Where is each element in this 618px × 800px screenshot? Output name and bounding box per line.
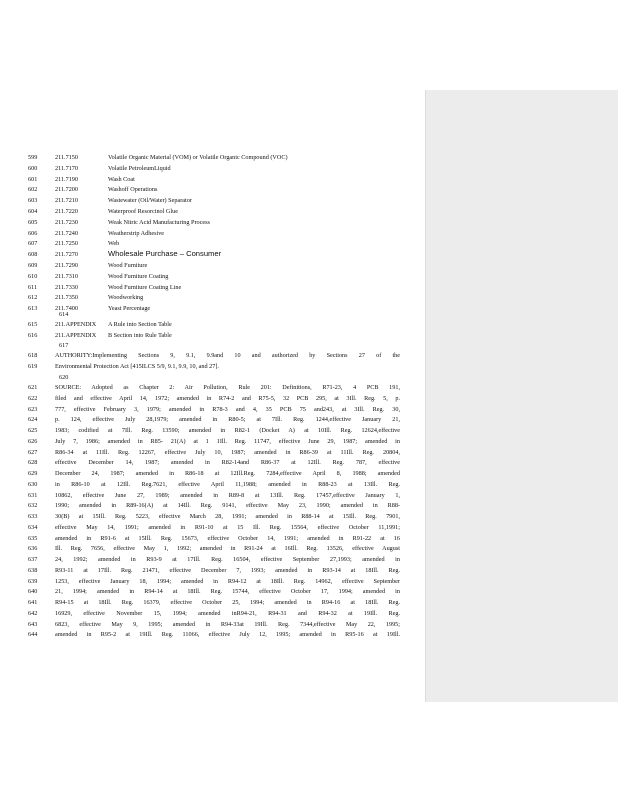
line-number: 607	[28, 240, 38, 248]
page-marker-number: 620	[59, 374, 69, 381]
source-line	[0, 480, 425, 489]
source-text: R93-11 at 17Ill. Reg. 21471, effective December 7, 1993; amended in R93-14 at 18Ill. Reg.	[55, 566, 400, 574]
line-number: 631	[28, 491, 38, 499]
page-marker	[0, 341, 425, 350]
source-line	[0, 458, 425, 467]
line-number: 616	[28, 332, 38, 340]
appendix-label: 211.APPENDIX	[55, 332, 97, 340]
definition-row	[0, 272, 425, 281]
source-text: 16929, effective November 15, 1994; amended inR94-21, R94-31 and R94-32 at 19Ill. Reg.	[55, 609, 400, 617]
line-number: 632	[28, 502, 38, 510]
source-text: 10862, effective June 27, 1989; amended in R89-8 at 13Ill. Reg. 17457,effective January 1,	[55, 491, 400, 499]
definition-row	[0, 218, 425, 227]
section-number: 211.7350	[55, 294, 78, 302]
comment-pane[interactable]	[425, 90, 618, 702]
source-line	[0, 587, 425, 596]
source-line	[0, 620, 425, 629]
source-text: 1983; codified at 7Ill. Reg. 13590; amended in R82-1 (Docket A) at 10Ill. Reg. 12624,effective	[55, 427, 400, 434]
source-text: 1990; amended in R89-16(A) at 14Ill. Reg. 9141, effective May 23, 1990; amended in R88-	[55, 502, 400, 510]
source-line	[0, 437, 425, 446]
source-text: July 7, 1986; amended in R85- 21(A) at 1 1Ill. Reg. 11747, effective June 29, 1987; amended in	[55, 437, 400, 445]
source-line	[0, 544, 425, 553]
section-number: 211.7330	[55, 283, 78, 291]
source-line	[0, 469, 425, 478]
defined-term: Woodworking	[108, 294, 144, 302]
line-number: 600	[28, 164, 38, 172]
section-number: 211.7230	[55, 218, 78, 226]
line-number: 634	[28, 523, 38, 531]
line-number: 641	[28, 599, 38, 606]
defined-term: Weatherstrip Adhesive	[108, 229, 165, 237]
source-text: December 24, 1987; amended in R86-18 at 12Ill.Reg. 7284,effective April 8, 1988; amended	[55, 470, 400, 477]
line-number: 626	[28, 437, 38, 445]
authority-line	[0, 351, 425, 360]
line-number: 608	[28, 251, 38, 259]
line-number: 637	[28, 556, 38, 563]
line-number: 618	[28, 352, 38, 359]
defined-term: Wholesale Purchase – Consumer	[108, 249, 222, 259]
source-text: in R86-10 at 12Ill. Reg.7621, effective April 11,1988; amended in R88-23 at 13Ill. Reg.	[55, 480, 400, 488]
line-number: 615	[28, 321, 38, 328]
section-number: 211.7150	[55, 154, 78, 161]
line-number: 619	[28, 363, 38, 370]
section-number: 211.7210	[55, 197, 78, 205]
defined-term: Wood Furniture Coating	[108, 272, 169, 280]
appendix-title: A Rule into Section Table	[108, 321, 172, 328]
page-marker	[0, 373, 425, 382]
authority-text: AUTHORITY:Implementing Sections 9, 9.1, 9.9and 10 and authorized by Sections 27 of the	[55, 352, 400, 359]
section-number: 211.7170	[55, 164, 78, 172]
line-number: 601	[28, 175, 38, 183]
line-number: 605	[28, 218, 38, 226]
source-line	[0, 534, 425, 543]
source-text: 6823, effective May 9, 1995; amended in R94-33at 19Ill. Reg. 7344,effective May 22, 1995;	[55, 620, 400, 628]
line-number: 638	[28, 566, 38, 574]
section-number: 211.7190	[55, 175, 78, 183]
source-line	[0, 512, 425, 521]
line-number: 639	[28, 577, 38, 585]
source-text: filed and effective April 14, 1972; amended in R74-2 and R75-5, 32 PCB 295, at 3Ill. Reg. 5, p.	[55, 394, 400, 402]
source-line	[0, 577, 425, 586]
source-line	[0, 448, 425, 457]
line-number: 633	[28, 513, 38, 520]
authority-text: Environmental Protection Act [415ILCS 5/9, 9.1, 9.9, 10, and 27].	[55, 363, 219, 370]
source-line	[0, 405, 425, 414]
line-number: 612	[28, 294, 38, 302]
line-number: 611	[28, 283, 38, 291]
source-text: R94-15 at 18Ill. Reg. 16379, effective October 25, 1994; amended in R94-16 at 18Ill. Reg.	[55, 599, 400, 606]
section-number: 211.7400	[55, 305, 78, 313]
definition-row	[0, 196, 425, 205]
source-text: 1253, effective January 18, 1994; amended in R94-12 at 18Ill. Reg. 14962, effective September	[55, 577, 400, 585]
line-number: 622	[28, 394, 38, 402]
definition-row	[0, 239, 425, 248]
source-text: SOURCE: Adopted as Chapter 2: Air Pollution, Rule 201: Definitions, R71-23, 4 PCB 191,	[55, 384, 400, 391]
source-text: amended in R95-2 at 19Ill. Reg. 11066, effective July 12, 1995; amended in R95-16 at 19Ill.	[55, 631, 400, 639]
source-line	[0, 394, 425, 403]
source-line	[0, 630, 425, 639]
line-number: 621	[28, 384, 38, 391]
definition-row	[0, 250, 425, 259]
defined-term: Yeast Percentage	[108, 305, 151, 313]
line-number: 630	[28, 480, 38, 488]
defined-term: Volatile PetroleumLiquid	[108, 164, 171, 172]
definition-row	[0, 261, 425, 270]
defined-term: Waterproof Resorcinol Glue	[108, 208, 178, 215]
source-text: effective May 14, 1991; amended in R91-10 at 15 Ill. Reg. 15564, effective October 11,1991;	[55, 523, 400, 531]
definition-row	[0, 164, 425, 173]
line-number: 599	[28, 154, 38, 161]
definition-row	[0, 229, 425, 238]
source-line	[0, 566, 425, 575]
authority-line	[0, 362, 425, 371]
defined-term: Wash Coat	[108, 175, 135, 183]
line-number: 603	[28, 197, 38, 205]
defined-term: Volatile Organic Material (VOM) or Volatile Organic Compound (VOC)	[108, 154, 288, 161]
line-number: 606	[28, 229, 38, 237]
line-number: 642	[28, 609, 38, 617]
appendix-row	[0, 331, 425, 340]
line-number: 609	[28, 262, 38, 269]
comment-pane-border	[425, 90, 426, 702]
page-marker	[0, 310, 425, 319]
line-number: 643	[28, 620, 38, 628]
line-number: 625	[28, 427, 38, 434]
line-number: 602	[28, 186, 38, 194]
defined-term: Weak Nitric Acid Manufacturing Process	[108, 218, 210, 226]
line-number: 636	[28, 545, 38, 553]
section-number: 211.7200	[55, 186, 78, 194]
source-line	[0, 609, 425, 618]
line-number: 640	[28, 588, 38, 596]
defined-term: Wood Furniture	[108, 262, 148, 269]
line-number: 644	[28, 631, 38, 639]
defined-term: Washoff Operations	[108, 186, 158, 194]
line-number: 635	[28, 534, 38, 542]
source-text: 21, 1994; amended in R94-14 at 18Ill. Reg. 15744, effective October 17, 1994; amended in	[55, 588, 400, 596]
definition-row	[0, 185, 425, 194]
source-line	[0, 598, 425, 607]
source-text: R86-34 at 11Ill. Reg. 12267, effective July 10, 1987; amended in R86-39 at 11Ill. Reg. 20804,	[55, 448, 400, 456]
definition-row	[0, 283, 425, 292]
source-text: 24, 1992; amended in R93-9 at 17Ill. Reg. 16504, effective September 27,1993; amended in	[55, 556, 400, 563]
page-marker-number: 614	[59, 311, 69, 318]
line-number: 627	[28, 448, 38, 456]
source-line	[0, 426, 425, 435]
section-number: 211.7270	[55, 251, 78, 259]
source-line	[0, 523, 425, 532]
section-number: 211.7290	[55, 262, 78, 269]
line-number: 604	[28, 208, 38, 215]
line-number: 610	[28, 272, 38, 280]
section-number: 211.7220	[55, 208, 78, 215]
source-line	[0, 383, 425, 392]
line-number: 613	[28, 305, 38, 313]
source-line	[0, 501, 425, 510]
definition-row	[0, 293, 425, 302]
line-number: 628	[28, 459, 38, 467]
source-text: p. 124, effective July 28,1979; amended in R80-5; at 7Ill. Reg. 1244,effective January 21,	[55, 416, 400, 424]
section-number: 211.7250	[55, 240, 78, 248]
source-line	[0, 491, 425, 500]
definition-row	[0, 153, 425, 162]
source-text: effective December 14, 1987; amended in R82-14and R86-37 at 12Ill. Reg. 787, effective	[55, 459, 400, 467]
defined-term: Web	[108, 240, 120, 248]
definition-row	[0, 207, 425, 216]
appendix-title: B Section into Rule Table	[108, 332, 172, 340]
appendix-row	[0, 320, 425, 329]
page-marker-number: 617	[59, 342, 69, 349]
defined-term: Wastewater (Oil/Water) Separator	[108, 197, 192, 205]
appendix-label: 211.APPENDIX	[55, 321, 97, 328]
definition-row	[0, 175, 425, 184]
source-line	[0, 555, 425, 564]
defined-term: Wood Furniture Coating Line	[108, 283, 182, 291]
source-line	[0, 415, 425, 424]
source-text: 777, effective February 3, 1979; amended in R78-3 and 4, 35 PCB 75 and243, at 3Ill. Reg. 30,	[55, 405, 400, 413]
section-number: 211.7240	[55, 229, 78, 237]
line-number: 624	[28, 416, 38, 424]
source-text: Ill. Reg. 7656, effective May 1, 1992; amended in R91-24 at 16Ill. Reg. 13526, effective August	[55, 545, 400, 553]
source-text: 30(B) at 15Ill. Reg. 5223, effective March 28, 1991; amended in R88-14 at 15Ill. Reg. 7901,	[55, 513, 400, 520]
source-text: amended in R91-6 at 15Ill. Reg. 15673, effective October 14, 1991; amended in R91-22 at 16	[55, 534, 400, 542]
line-number: 629	[28, 470, 38, 477]
line-number: 623	[28, 405, 38, 413]
section-number: 211.7310	[55, 272, 78, 280]
